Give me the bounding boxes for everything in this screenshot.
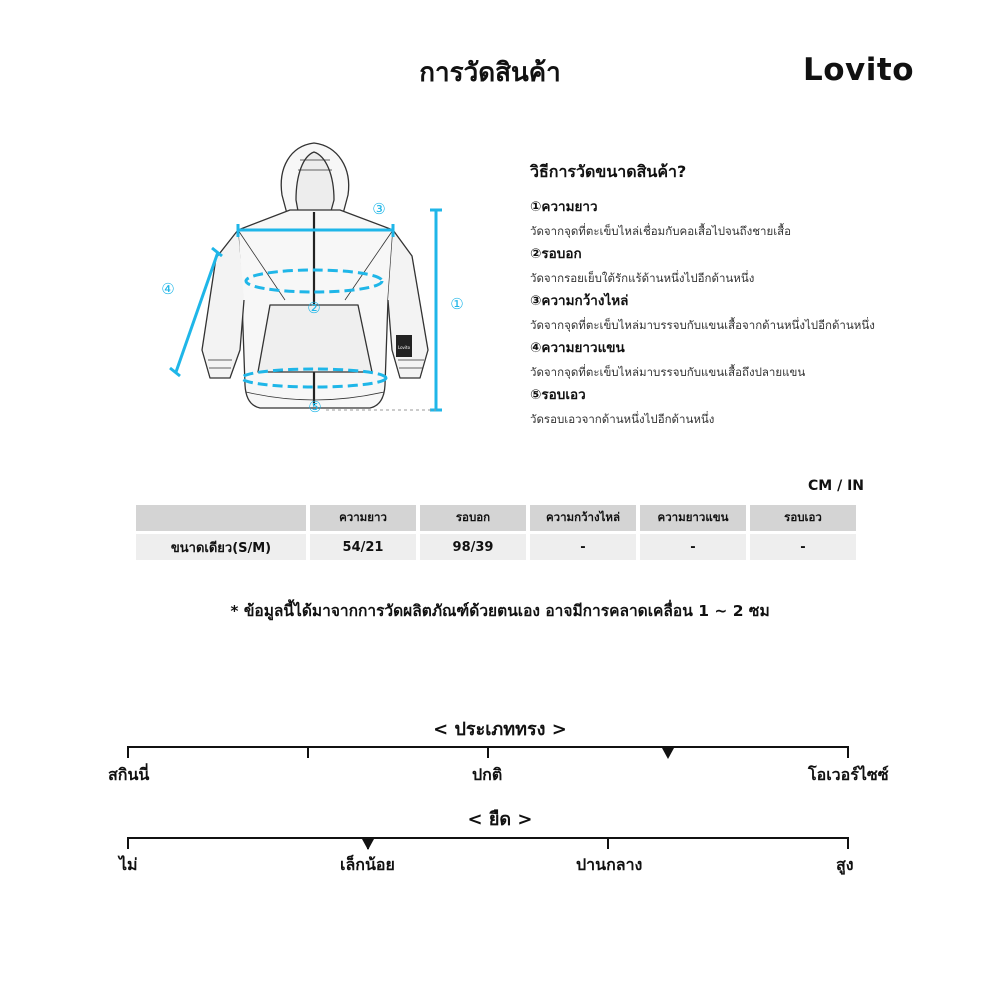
measure-desc: วัดจากรอยเย็บใต้รักแร้ด้านหนึ่งไปอีกด้านหนึ่ง	[530, 271, 755, 285]
callout-4: ④	[161, 280, 175, 298]
fit-tick	[487, 746, 489, 758]
callout-2: ②	[307, 299, 321, 317]
table-header-cell: ความยาว	[310, 505, 416, 531]
table-header-cell: ความกว้างไหล่	[530, 505, 636, 531]
stretch-label-medium: ปานกลาง	[576, 855, 643, 874]
table-cell: -	[530, 534, 636, 560]
fit-scale-title: < ประเภททรง >	[433, 719, 567, 740]
callout-3: ③	[372, 200, 386, 218]
callout-5: ⑤	[308, 398, 322, 416]
stretch-label-none: ไม่	[119, 855, 138, 874]
table-cell: 98/39	[420, 534, 526, 560]
stretch-scale-line	[128, 837, 848, 839]
stretch-marker	[362, 839, 374, 850]
measure-desc: วัดจากจุดที่ตะเข็บไหล่มาบรรจบกับแขนเสื้อถึงปลายแขน	[530, 365, 806, 379]
measure-label: ②รอบอก	[530, 246, 582, 262]
left-sleeve-outline	[202, 230, 244, 378]
table-cell: ขนาดเดียว(S/M)	[136, 534, 306, 560]
measure-desc: วัดรอบเอวจากด้านหนึ่งไปอีกด้านหนึ่ง	[530, 412, 715, 426]
stretch-scale-title: < ยืด >	[467, 809, 533, 830]
fit-label-skinny: สกินนี่	[108, 765, 150, 784]
stretch-label-slight: เล็กน้อย	[340, 855, 395, 874]
measure-desc: วัดจากจุดที่ตะเข็บไหล่มาบรรจบกับแขนเสื้อจากด้านหนึ่งไปอีกด้านหนึ่ง	[530, 318, 875, 332]
sleeve-tag-text: Lovito	[397, 345, 411, 350]
fit-label-oversize: โอเวอร์ไซซ์	[808, 765, 889, 784]
measure-label: ③ความกว้างไหล่	[530, 293, 629, 309]
fit-marker	[662, 748, 674, 759]
table-cell: 54/21	[310, 534, 416, 560]
stretch-tick	[607, 837, 609, 849]
hoodie-diagram	[150, 140, 480, 425]
fit-tick	[307, 746, 309, 758]
measurement-note: * ข้อมูลนี้ได้มาจากการวัดผลิตภัณฑ์ด้วยตนเอง อาจมีการคลาดเคลื่อน 1 ~ 2 ซม	[230, 602, 770, 620]
table-header-cell: ความยาวแขน	[640, 505, 746, 531]
stretch-tick	[847, 837, 849, 849]
measure-item-sleeve	[530, 336, 805, 382]
stretch-tick	[127, 837, 129, 849]
how-to-title: วิธีการวัดขนาดสินค้า?	[530, 162, 687, 181]
table-header-cell	[136, 505, 306, 531]
measure-item-waist	[530, 383, 714, 429]
table-header-cell: รอบเอว	[750, 505, 856, 531]
size-table	[132, 502, 860, 563]
measure-desc: วัดจากจุดที่ตะเข็บไหล่เชื่อมกับคอเสื้อไปจนถึงชายเสื้อ	[530, 224, 792, 238]
measure-item-chest	[530, 242, 754, 288]
fit-tick	[847, 746, 849, 758]
unit-label: CM / IN	[808, 478, 864, 494]
callout-1: ①	[450, 295, 464, 313]
table-row	[136, 534, 856, 560]
measure-item-length	[530, 195, 791, 241]
measure-label: ⑤รอบเอว	[530, 387, 586, 403]
page-title: การวัดสินค้า	[419, 58, 561, 88]
measure-item-shoulder	[530, 289, 875, 335]
stretch-label-high: สูง	[836, 855, 854, 874]
fit-label-regular: ปกติ	[472, 765, 503, 784]
measure-label: ①ความยาว	[530, 199, 598, 215]
table-cell: -	[640, 534, 746, 560]
fit-tick	[127, 746, 129, 758]
table-cell: -	[750, 534, 856, 560]
measure-label: ④ความยาวแขน	[530, 340, 625, 356]
table-header-row	[136, 505, 856, 531]
table-header-cell: รอบอก	[420, 505, 526, 531]
brand-logo: Lovito	[802, 52, 914, 88]
